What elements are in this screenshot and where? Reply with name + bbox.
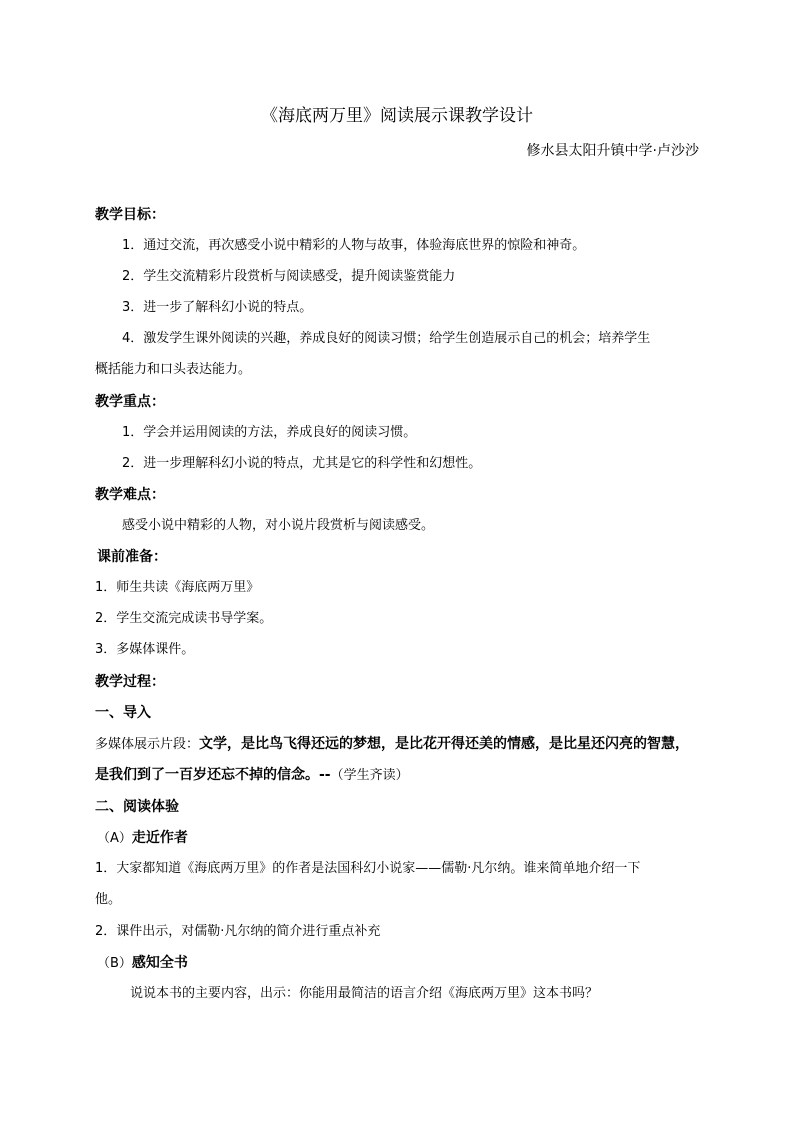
- objective-item-2: 2．学生交流精彩片段赏析与阅读感受，提升阅读鉴赏能力: [122, 269, 456, 284]
- section-2-heading: 二、阅读体验: [95, 799, 179, 815]
- section-1-quote-line-1: [95, 734, 689, 755]
- document-author: 修水县太阳升镇中学·卢沙沙: [526, 143, 699, 159]
- preparation-item-3: 3．多媒体课件。: [95, 642, 195, 657]
- preparation-heading: 课前准备：: [97, 549, 167, 565]
- quote-note: （学生齐读）: [330, 768, 409, 783]
- part-b-label: （B）: [97, 956, 132, 971]
- part-a-title: 走近作者: [131, 830, 188, 846]
- key-point-item-1: 1．学会并运用阅读的方法，养成良好的阅读习惯。: [122, 425, 417, 440]
- quote-text-1: 文学，是比鸟飞得还远的梦想，是比花开得还美的情感，是比星还闪亮的智慧，: [199, 736, 690, 752]
- document-title: 《海底两万里》阅读展示课教学设计: [261, 106, 533, 126]
- part-a-item-1-cont: 他。: [95, 892, 122, 907]
- part-a-heading: [97, 828, 188, 849]
- process-heading: 教学过程：: [95, 674, 165, 690]
- objective-item-4: 4．激发学生课外阅读的兴趣，养成良好的阅读习惯；给学生创造展示自己的机会；培养学生: [122, 331, 651, 346]
- part-a-label: （A）: [97, 831, 132, 846]
- quote-text-2: 是我们到了一百岁还忘不掉的信念。--: [95, 767, 331, 783]
- section-1-quote-line-2: [95, 765, 409, 786]
- key-points-heading: 教学重点：: [95, 394, 165, 410]
- part-a-item-1: 1．大家都知道《海底两万里》的作者是法国科幻小说家——儒勒·凡尔纳。谁来简单地介绍一下: [95, 861, 641, 876]
- difficulties-heading: 教学难点：: [95, 487, 165, 503]
- difficulties-text: 感受小说中精彩的人物，对小说片段赏析与阅读感受。: [122, 518, 435, 533]
- section-1-intro: 多媒体展示片段：: [95, 737, 200, 752]
- section-1-heading: 一、导入: [95, 705, 151, 721]
- part-a-item-2: 2．课件出示，对儒勒·凡尔纳的简介进行重点补充: [95, 924, 381, 939]
- objectives-heading: 教学目标：: [95, 207, 165, 223]
- preparation-item-1: 1．师生共读《海底两万里》: [95, 580, 260, 595]
- part-b-heading: [97, 953, 188, 974]
- preparation-item-2: 2．学生交流完成读书导学案。: [95, 611, 273, 626]
- part-b-title: 感知全书: [131, 955, 188, 971]
- part-b-text: 说说本书的主要内容，出示：你能用最简洁的语言介绍《海底两万里》这本书吗？: [130, 986, 599, 1001]
- key-point-item-2: 2．进一步理解科幻小说的特点，尤其是它的科学性和幻想性。: [122, 456, 482, 471]
- objective-item-1: 1．通过交流，再次感受小说中精彩的人物与故事，体验海底世界的惊险和神奇。: [122, 238, 586, 253]
- objective-item-4-cont: 概括能力和口头表达能力。: [95, 362, 252, 377]
- objective-item-3: 3．进一步了解科幻小说的特点。: [122, 300, 313, 315]
